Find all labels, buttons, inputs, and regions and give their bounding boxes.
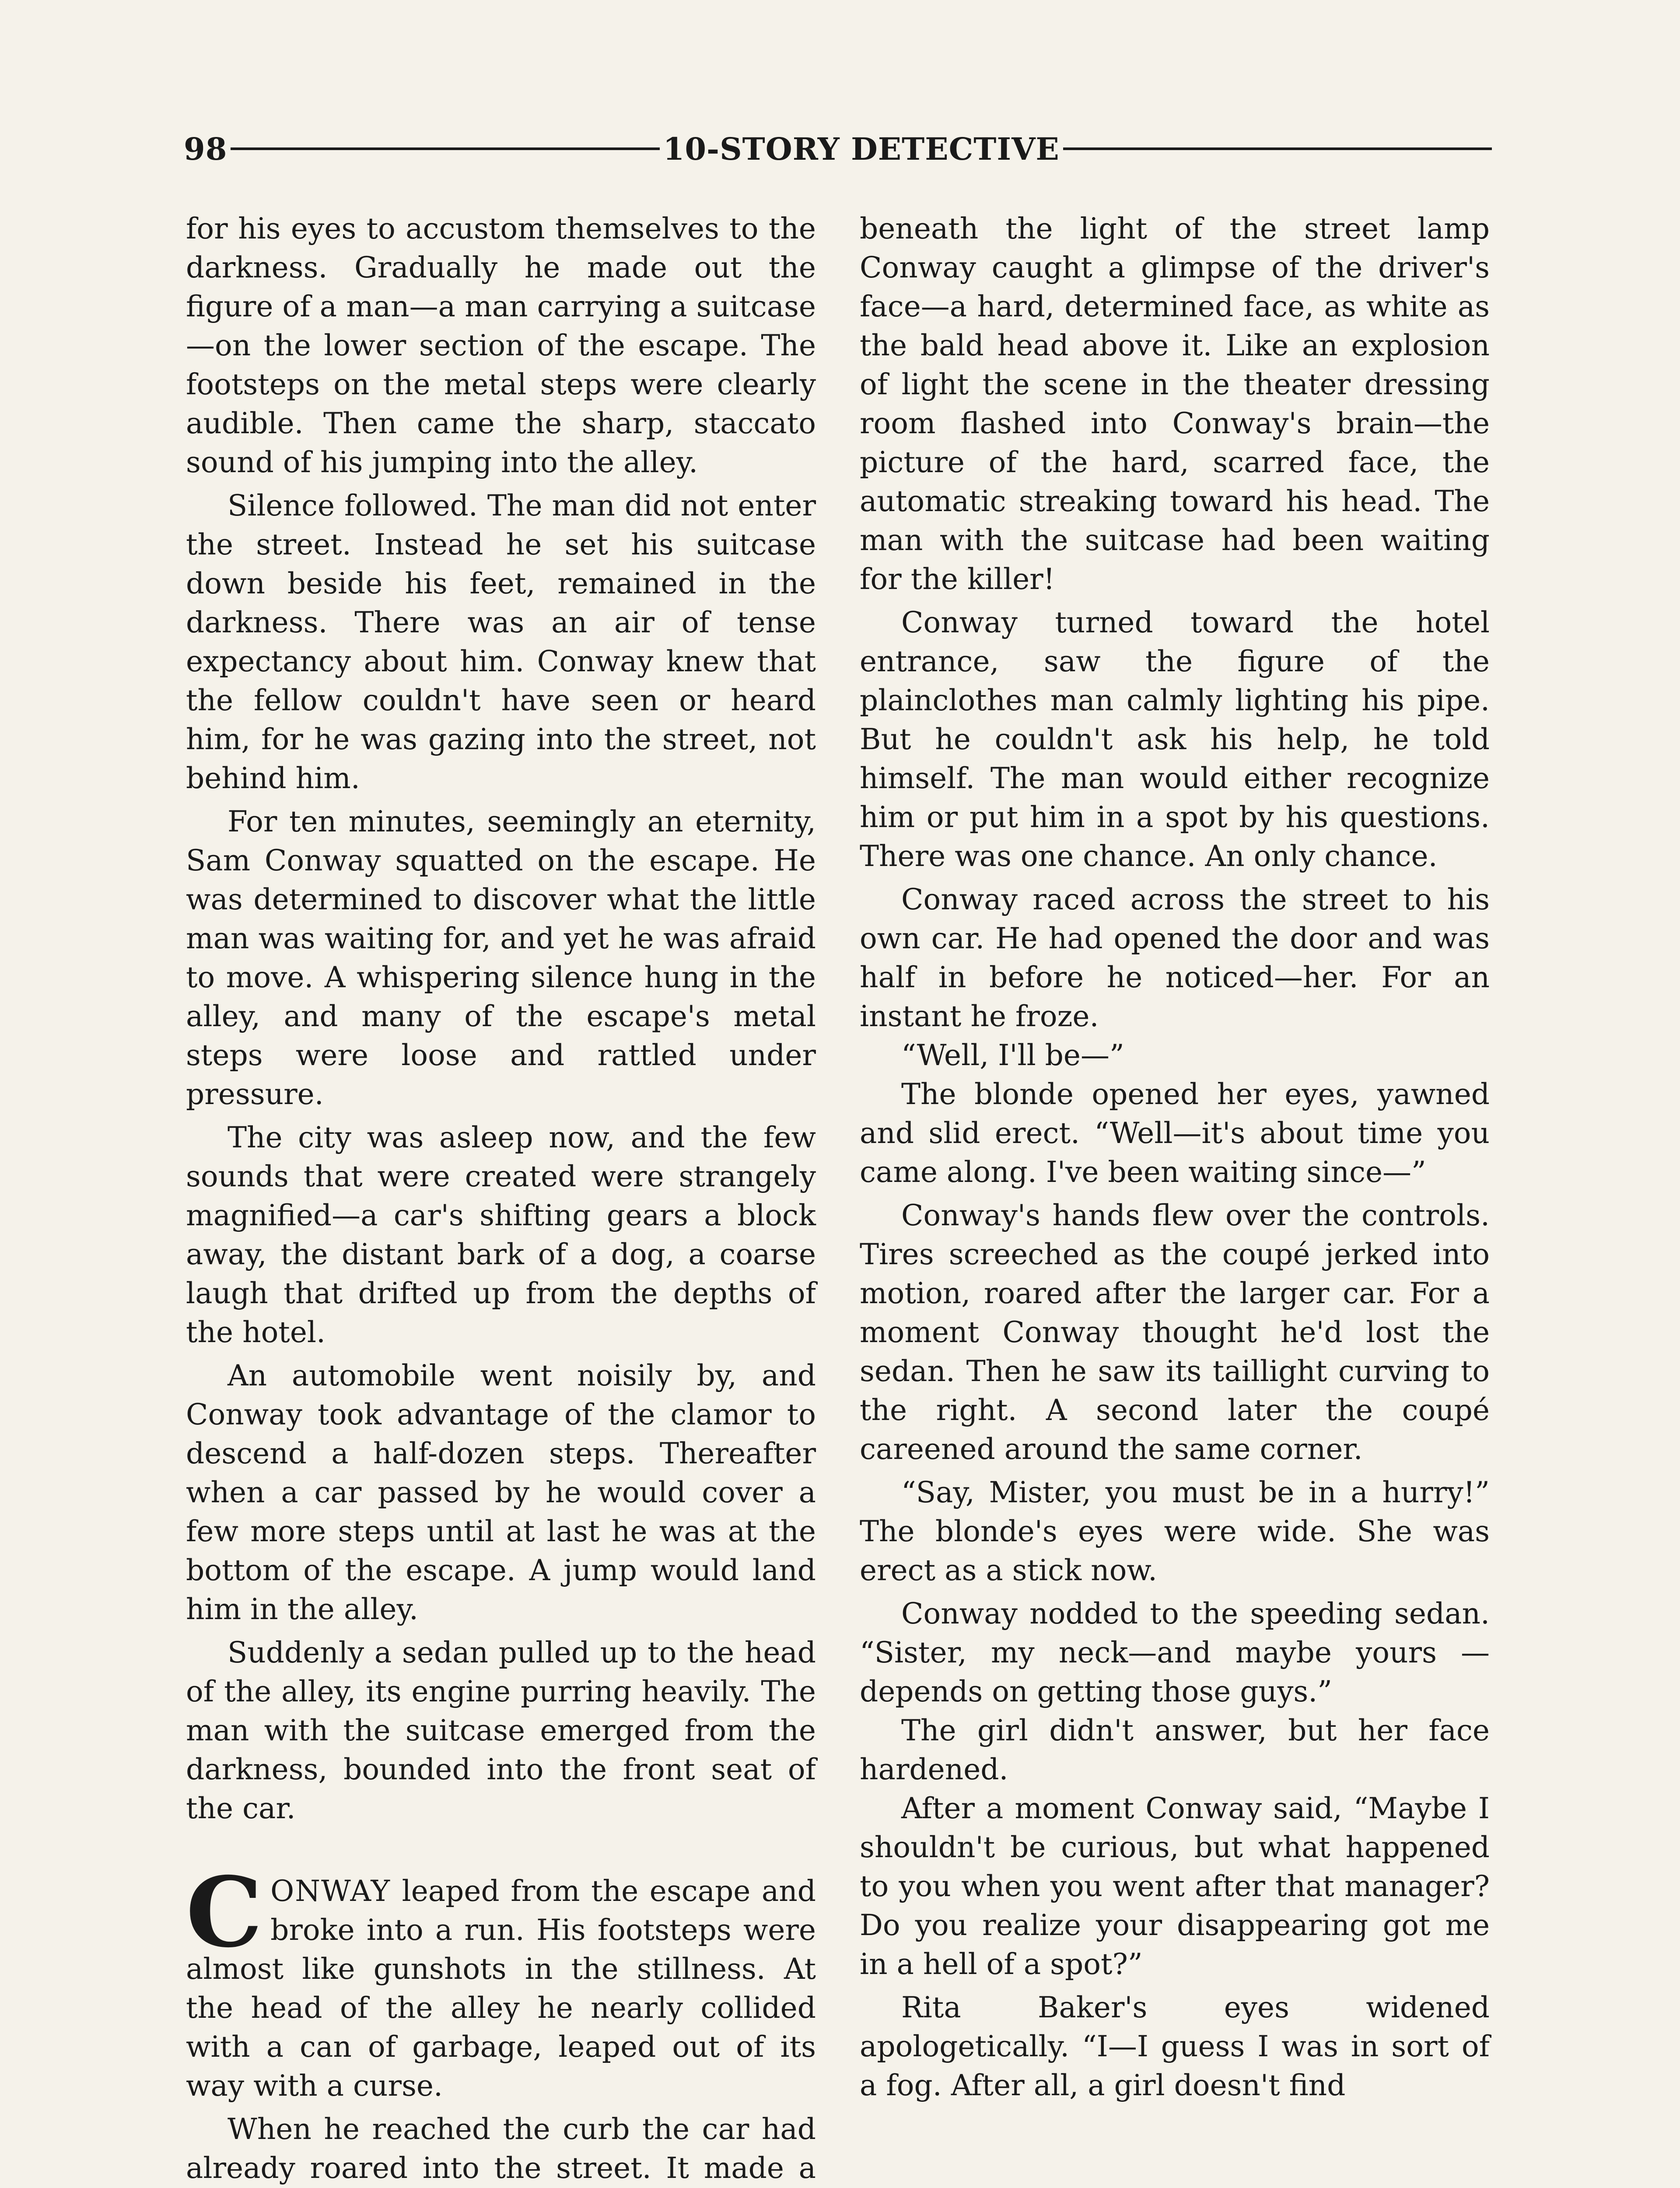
paragraph: The city was asleep now, and the few sounds that were created were strangely magnified—a car's shifting gears a block away, the distant bark of a dog, a coarse laugh that drifted up from the depths of the hotel. bbox=[186, 1121, 816, 1349]
paragraph: For ten minutes, seemingly an eternity, Sam Conway squatted on the escape. He was determined to discover what the little man was waiting for, and yet he was afraid to move. A whispering silence hung in the alley, and many of the escape's metal steps were loose and rattled under pressure. bbox=[186, 805, 816, 1111]
paragraph: After a moment Conway said, “Maybe I shouldn't be curious, but what happened to you when you went after that manager? Do you realize your disappearing got me in a hell of a spot?” bbox=[860, 1792, 1490, 1981]
page-number: 98 bbox=[184, 130, 228, 167]
left-column bbox=[186, 209, 816, 2188]
paragraph: Conway's hands flew over the controls. Tires screeched as the coupé jerked into motion, roared after the larger car. For a moment Conway thought he'd lost the sedan. Then he saw its taillight curving to the right. A second later the coupé careened around the same corner. bbox=[860, 1199, 1490, 1466]
paragraph: Conway turned toward the hotel entrance, saw the figure of the plainclothes man calmly lighting his pipe. But he couldn't ask his help, he told himself. The man would either recognize him or put him in a spot by his questions. There was one chance. An only chance. bbox=[860, 606, 1490, 873]
header-rule-right bbox=[1063, 147, 1492, 150]
paragraph: Silence followed. The man did not enter the street. Instead he set his suitcase down beside his feet, remained in the darkness. There was an air of tense expectancy about him. Conway knew that the fellow couldn't have seen or heard him, for he was gazing into the street, not behind him. bbox=[186, 489, 816, 795]
right-column bbox=[860, 209, 1490, 2105]
running-header bbox=[184, 131, 1492, 166]
section-opening-paragraph bbox=[186, 1855, 816, 2105]
paragraph: An automobile went noisily by, and Conway took advantage of the clamor to descend a half-dozen steps. Thereafter when a car passed by he would cover a few more steps until at last he was at the bottom of the escape. A jump would land him in the alley. bbox=[186, 1359, 816, 1626]
paragraph: Conway nodded to the speeding sedan. “Sister, my neck—and maybe yours — depends on getting those guys.” bbox=[860, 1597, 1490, 1708]
paragraph: “Well, I'll be—” bbox=[901, 1038, 1124, 1072]
paragraph: “Say, Mister, you must be in a hurry!” The blonde's eyes were wide. She was erect as a stick now. bbox=[860, 1476, 1490, 1587]
paragraph: Conway raced across the street to his own car. He had opened the door and was half in before he noticed—her. For an instant he froze. bbox=[860, 883, 1490, 1033]
paragraph: beneath the light of the street lamp Conway caught a glimpse of the driver's face—a hard, determined face, as white as the bald head above it. Like an explosion of light the scene in the theater dressing room flashed into Conway's brain—the picture of the hard, scarred face, the automatic streaking toward his head. The man with the suitcase had been waiting for the killer! bbox=[860, 212, 1490, 596]
paragraph: for his eyes to accustom themselves to the darkness. Gradually he made out the figure of a man—a man carrying a suitcase—on the lower section of the escape. The footsteps on the metal steps were clearly audible. Then came the sharp, staccato sound of his jumping into the alley. bbox=[186, 212, 816, 479]
paragraph-text: leaped from the escape and broke into a run. His footsteps were almost like gunshots in the stillness. At the head of the alley he nearly collided with a can of garbage, leaped out of its way with a curse. bbox=[186, 1874, 816, 2103]
magazine-title: 10-STORY DETECTIVE bbox=[663, 130, 1060, 167]
drop-cap: C bbox=[186, 1855, 263, 1969]
paragraph: The girl didn't answer, but her face hardened. bbox=[860, 1714, 1490, 1786]
paragraph: Rita Baker's eyes widened apologetically. “I—I guess I was in sort of a fog. After all, a girl doesn't find bbox=[860, 1991, 1490, 2102]
small-caps-lead: ONWAY bbox=[270, 1874, 391, 1908]
header-rule-left bbox=[231, 147, 659, 150]
paragraph: Suddenly a sedan pulled up to the head of the alley, its engine purring heavily. The man with the suitcase emerged from the darkness, bounded into the front seat of the car. bbox=[186, 1636, 816, 1825]
paragraph: When he reached the curb the car had already roared into the street. It made a bbox=[186, 2112, 816, 2185]
paragraph: The blonde opened her eyes, yawned and slid erect. “Well—it's about time you came along. I've been waiting since—” bbox=[860, 1077, 1490, 1189]
